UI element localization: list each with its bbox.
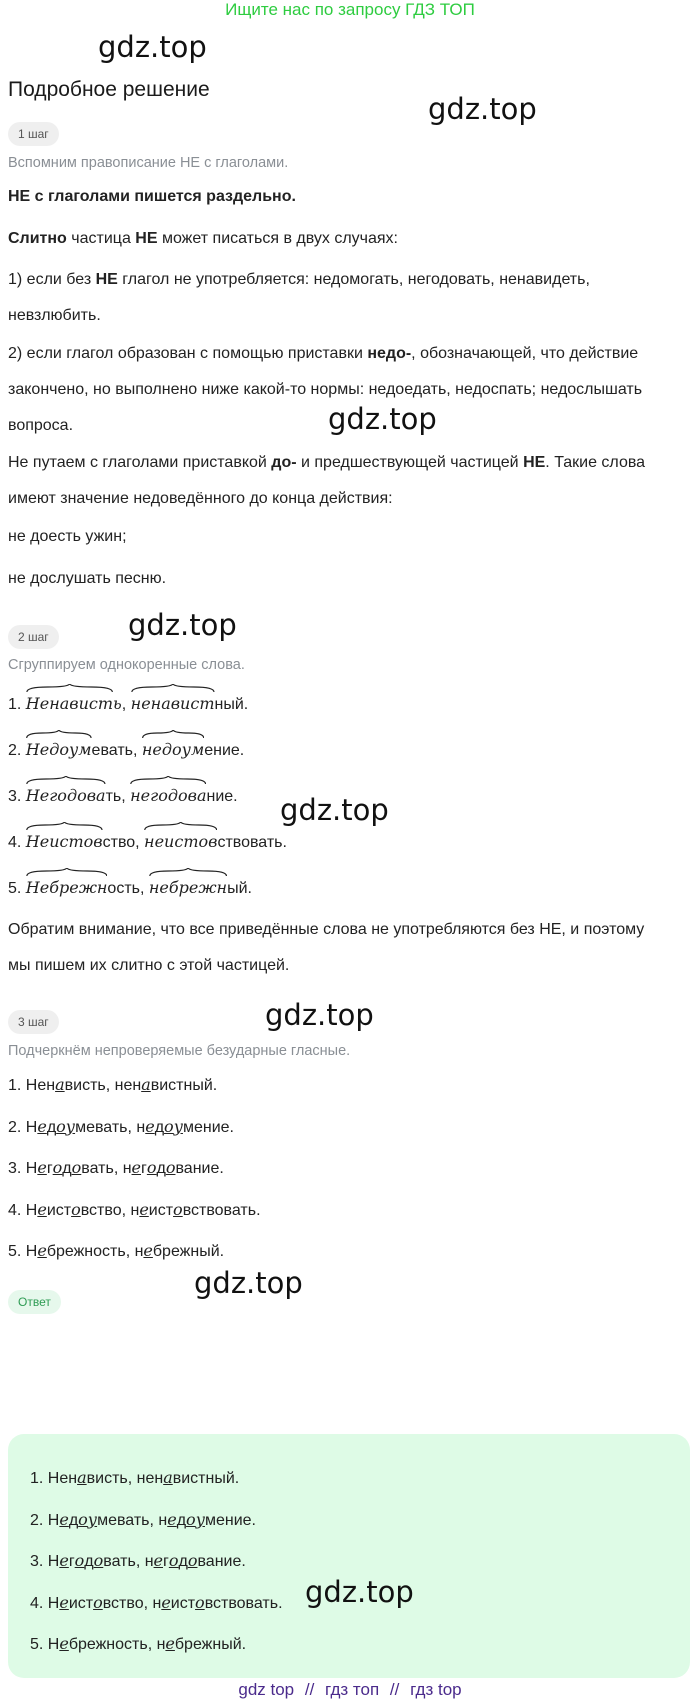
underline-line-2: 2. Недоумевать, недоумение. [8,1117,234,1136]
footer-separator: // [389,1680,400,1699]
answer-line-3: 3. Негодовать, негодование. [30,1551,246,1570]
group-line-3: 3. Негодовать, негодование. [8,786,238,806]
group-line-2: 2. Недоумевать, недоумение. [8,740,244,760]
underline-line-5: 5. Небрежность, небрежный. [8,1241,225,1260]
answer-line-1: 1. Ненависть, ненавистный. [30,1468,240,1487]
group-line-5: 5. Небрежность, небрежный. [8,878,252,898]
watermark: gdz.top [280,793,389,827]
step-badge-3: 3 шаг [8,1010,59,1034]
answer-line-2: 2. Недоумевать, недоумение. [30,1510,256,1529]
prefix-note-paragraph: Не путаем с глаголами приставкой до- и предшествующей частицей НЕ. Такие слова имеют значение недоведённого до конца действия: [8,454,646,507]
footer-links [0,1680,700,1700]
rule-text: НЕ с глаголами пишется раздельно. [8,188,296,205]
step-badge-1: 1 шаг [8,122,59,146]
watermark: gdz.top [328,402,437,436]
case-2-paragraph: 2) если глагол образован с помощью приставки недо-, обозначающей, что действие закончено, но выполнено ниже какой-то нормы: недоедать, недоспать; недослышать вопроса. [8,345,643,434]
footer-link[interactable]: гдз top [410,1680,462,1699]
group-line-4: 4. Неистовство, неистовствовать. [8,832,287,852]
group-line-1: 1. Ненависть, ненавистный. [8,694,248,714]
underline-line-3: 3. Негодовать, негодование. [8,1158,224,1177]
watermark: gdz.top [428,92,537,126]
watermark: gdz.top [265,998,374,1032]
underline-line-4: 4. Неистовство, неистовствовать. [8,1200,261,1219]
footer-separator: // [304,1680,315,1699]
watermark: gdz.top [194,1266,303,1300]
page-title: Подробное решение [8,78,210,101]
answer-line-5: 5. Небрежность, небрежный. [30,1634,247,1653]
watermark: gdz.top [98,30,207,64]
case-1-paragraph: 1) если без НЕ глагол не употребляется: недомогать, негодовать, ненавидеть, невзлюбить. [8,271,590,324]
rule-paragraph: Слитно частица НЕ может писаться в двух случаях: [8,230,398,247]
step-badge-2: 2 шаг [8,625,59,649]
top-banner: Ищите нас по запросу ГДЗ ТОП [225,0,475,19]
step-2-note: Обратим внимание, что все приведённые слова не употребляются без НЕ, и поэтому мы пишем их слитно с этой частицей. [8,921,645,974]
answer-badge: Ответ [8,1290,61,1314]
answer-line-4: 4. Неистовство, неистовствовать. [30,1593,283,1612]
watermark: gdz.top [128,608,237,642]
example-1: не доесть ужин; [8,528,127,545]
step-2-hint: Сгруппируем однокоренные слова. [8,657,245,673]
footer-link[interactable]: гдз топ [325,1680,380,1699]
example-2: не дослушать песню. [8,570,167,587]
watermark: gdz.top [305,1575,414,1609]
underline-line-1: 1. Ненависть, ненавистный. [8,1075,218,1094]
step-1-hint: Вспомним правописание НЕ с глаголами. [8,155,289,171]
footer-link[interactable]: gdz top [238,1680,295,1699]
step-3-hint: Подчеркнём непроверяемые безударные гласные. [8,1043,351,1059]
